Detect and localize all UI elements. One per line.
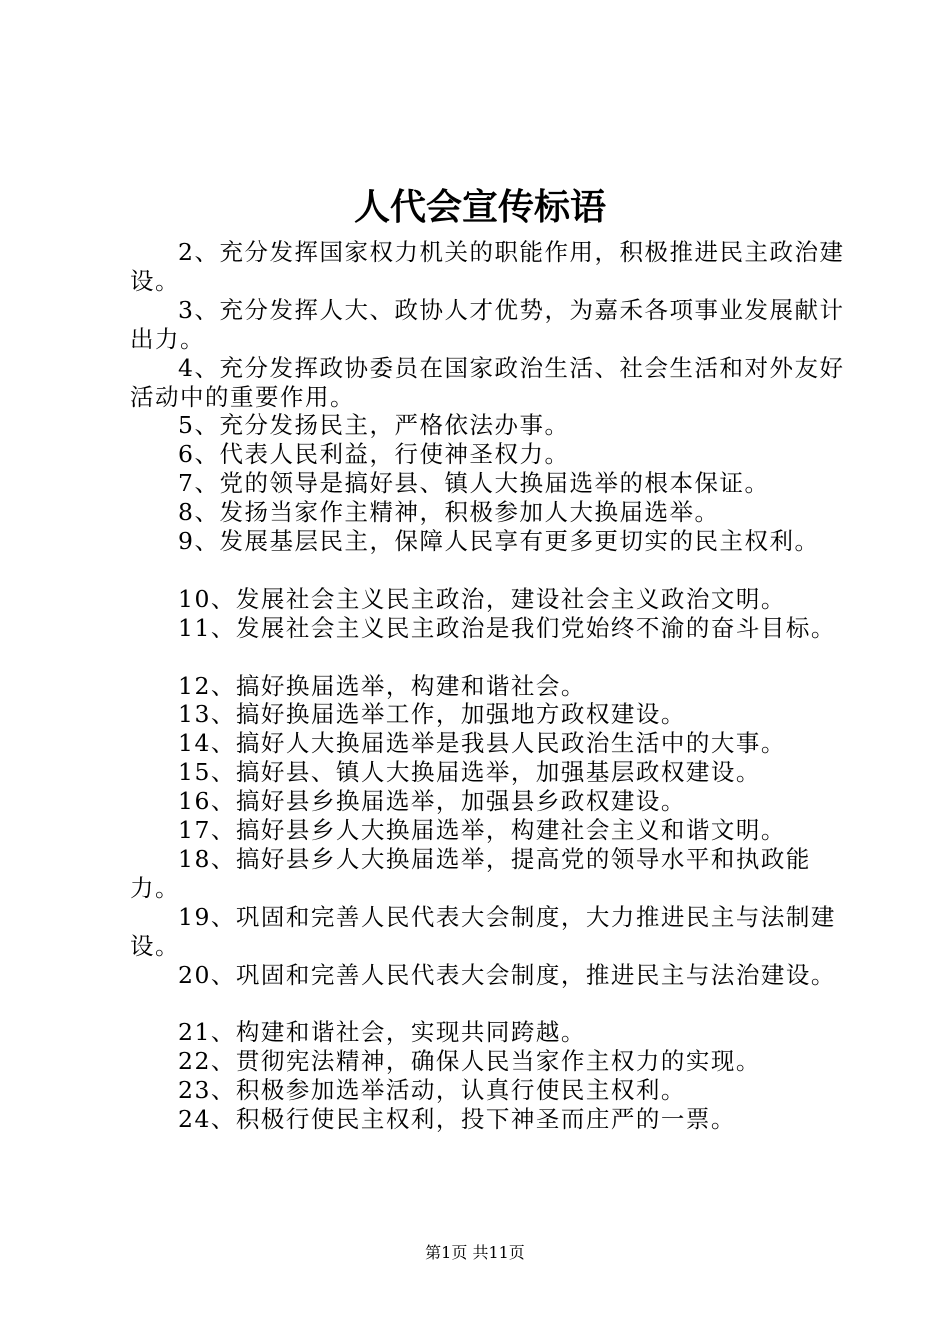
- list-item: 15、搞好县、镇人大换届选举，加强基层政权建设。: [178, 758, 761, 787]
- list-item: 22、贯彻宪法精神，确保人民当家作主权力的实现。: [178, 1047, 761, 1076]
- list-item: 13、搞好换届选举工作，加强地方政权建设。: [178, 700, 686, 729]
- list-item: 18、搞好县乡人大换届选举，提高党的领导水平和执政能力。: [130, 845, 811, 902]
- list-item: 11、发展社会主义民主政治是我们党始终不渝的奋斗目标。: [178, 613, 836, 642]
- page-footer: 第1页 共11页: [425, 1243, 525, 1262]
- list-item: 16、搞好县乡换届选举，加强县乡政权建设。: [178, 787, 686, 816]
- list-item: 14、搞好人大换届选举是我县人民政治生活中的大事。: [178, 729, 786, 758]
- list-item: 10、发展社会主义民主政治，建设社会主义政治文明。: [178, 584, 786, 613]
- list-item: 20、巩固和完善人民代表大会制度，推进民主与法治建设。: [178, 960, 836, 989]
- list-item: 3、充分发挥人大、政协人才优势，为嘉禾各项事业发展献计出力。: [130, 295, 845, 353]
- document-title: 人代会宣传标语: [353, 186, 606, 228]
- list-item: 12、搞好换届选举，构建和谐社会。: [178, 671, 586, 700]
- list-item: 4、充分发挥政协委员在国家政治生活、社会生活和对外友好活动中的重要作用。: [130, 353, 845, 411]
- list-item: 9、发展基层民主，保障人民享有更多更切实的民主权利。: [178, 527, 820, 556]
- list-item: 5、充分发扬民主，严格依法办事。: [178, 411, 570, 440]
- list-item: 17、搞好县乡人大换届选举，构建社会主义和谐文明。: [178, 816, 786, 845]
- list-item: 24、积极行使民主权利，投下神圣而庄严的一票。: [178, 1105, 736, 1134]
- blank-line: [130, 556, 850, 585]
- list-item: 7、党的领导是搞好县、镇人大换届选举的根本保证。: [178, 469, 770, 498]
- slogan-list: [130, 238, 850, 1134]
- list-item: 19、巩固和完善人民代表大会制度，大力推进民主与法制建设。: [130, 902, 836, 960]
- list-item: 8、发扬当家作主精神，积极参加人大换届选举。: [178, 498, 720, 527]
- list-item: 6、代表人民利益，行使神圣权力。: [178, 440, 570, 469]
- list-item: 2、充分发挥国家权力机关的职能作用，积极推进民主政治建设。: [130, 238, 845, 295]
- list-item: 23、积极参加选举活动，认真行使民主权利。: [178, 1076, 686, 1105]
- blank-line: [130, 990, 850, 1019]
- blank-line: [130, 643, 850, 672]
- list-item: 21、构建和谐社会，实现共同跨越。: [178, 1018, 586, 1047]
